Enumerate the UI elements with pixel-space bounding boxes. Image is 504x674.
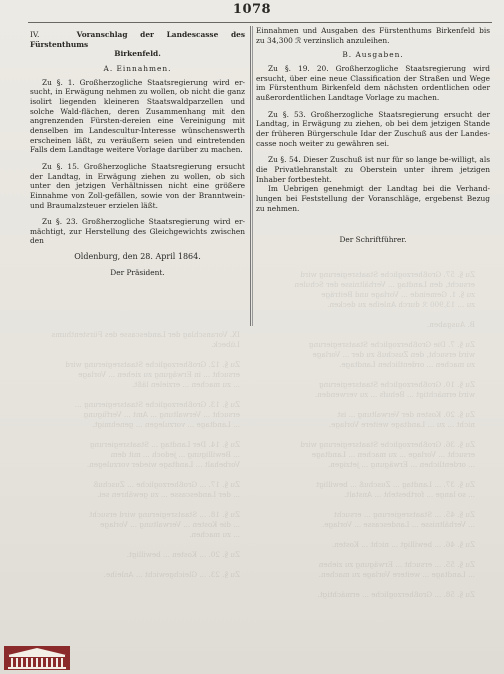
column-divider-inner <box>252 26 253 326</box>
paragraph-zu-19-20: Zu §. 19. 20. Großherzogliche Staatsregierung wird ersucht, über eine neue Classification der Straßen und Wege im Fürstenthum Birkenfeld dem nächsten ordentlichen oder außerordentlichen Landtage Vorlage zu machen. <box>256 63 490 102</box>
paragraph-closing: Im Uebrigen genehmigt der Landtag bei die Verhand-lungen bei Feststellung der Voranschläge, ergebenst Bezug zu nehmen. <box>256 184 490 213</box>
left-column <box>30 26 245 277</box>
date-line: Oldenburg, den 28. April 1864. <box>74 252 201 262</box>
column-divider <box>250 26 251 326</box>
right-column <box>256 26 490 245</box>
paragraph-continuation: Einnahmen und Ausgaben des Fürstenthums Birkenfeld bis zu 34,300 ℛ verzinslich anzuleihen. <box>256 26 490 45</box>
paragraph-zu-23: Zu §. 23. Großherzogliche Staatsregierung wird er-mächtigt, zur Herstellung des Gleichgewichts zwischen den <box>30 217 245 246</box>
page-number: 1078 <box>232 2 272 17</box>
heading-roman: IV. <box>30 30 40 39</box>
bleed-through-text-lower: Zu §. 36. Großherzogliche Staatsregierung wird ersucht ... Vorlage ... zu machen ... Landtage ... ordentlichen ... Erwägung ... jetzigen. Zu §. 37. ... Landtag ... Zuschuß ... bewilligt ... so lange ... fortbesteht ... Anstalt. Zu §. 45. ... Staatsregierung ... ersucht ... Verhältnisse ... Landescasse ... Vorlage. Zu §. 46. ... bewilligt ... nicht ... Kosten. Zu §. 55. ... ersucht ... Erwägung zu ziehen ... Landtage ... weitere Vorlage zu machen. Zu §. 58. ... Großherzogliche ... ermächtigt. <box>300 440 475 599</box>
paragraph-zu-15: Zu §. 15. Großherzogliche Staatsregierung ersucht der Landtag, in Erwägung ziehen zu wollen, ob sich unter den jetzigen Verhältnissen nicht eine größere Einnahme von Zoll-gefällen, sowie von der Branntwein- und Braumalzsteuer erzielen läßt. <box>30 161 245 210</box>
heading-title-line1: Voranschlag der Landescasse des Fürstenthums <box>30 30 245 49</box>
header-rule <box>28 22 492 23</box>
bleed-through-text-left: IX. Voranschlag der Landescasse des Fürstenthums Lübeck. Zu §. 12. Großherzogliche Staatsregierung wird ersucht ... in Erwägung zu ziehen ... Vorlage ... zu machen ... erzielen läßt. Zu §. 13. Großherzogliche Staatsregierung ... ersucht ... Verwaltung ... Amt ... Verfügung ... Landtage ... vorzulegen ... genehmigt. Zu §. 14. Der Landtag ... Staatsregierung ... Bewilligung ... jedoch ... mit dem Vorbehalt ... Landtage wieder vorzulegen. Zu §. 17. ... Großherzogliche ... Zuschuß ... der Landescasse ... zu gewähren sei. Zu §. 18. ... Staatsregierung wird ersucht ... die Kosten ... Verwaltung ... Vorlage ... zu machen. Zu §. 20. ... Kosten ... bewilligt. Zu §. 23. ... Gleichgewicht ... Anleihe. <box>51 330 240 579</box>
heading-title-line2: Birkenfeld. <box>114 49 161 59</box>
paragraph-zu-1: Zu §. 1. Großherzogliche Staatsregierung wird er-sucht, in Erwägung nehmen zu wollen, ob nicht die ganz isolirt liegenden kleineren Staatswaldparzellen und solche Wald-flächen, deren Zusammenhang mit den angrenzenden Fürsten-dereien eine Vereinigung mit denselben im Landescultur-Interesse wünschenswerth erscheinen läßt, zu veräußern seien und eintretenden Falls dem Landtage weitere Vorlage darüber zu machen. <box>30 77 245 155</box>
paragraph-zu-54: Zu §. 54. Dieser Zuschuß ist nur für so lange be-willigt, als die Privatlehranstalt zu Oberstein unter ihrem jetzigen Inhaber fortbesteht. <box>256 155 490 184</box>
section-a-title: A. Einnahmen. <box>103 63 172 73</box>
signature-president: Der Präsident. <box>110 267 165 277</box>
section-heading-iv <box>30 30 245 49</box>
paragraph-zu-53: Zu §. 53. Großherzogliche Staatsregierung ersucht der Landtag, in Erwägung zu ziehen, ob bei dem jetzigen Stande der früheren Bürgerschule Idar der Zuschuß aus der Landes-casse noch weiter zu gewähren sei. <box>256 109 490 148</box>
library-building-logo <box>4 646 70 670</box>
signature-secretary: Der Schriftführer. <box>339 235 407 245</box>
section-b-title: B. Ausgaben. <box>342 50 404 60</box>
bleed-through-text: Zu §. 57. Großherzogliche Staatsregierung wird ersucht, den Landtag ... Verhältnisse der Schulen zu §. 1. Gemeinde ... Vorlage und Beiträge zu ... 13,900 ℛ durch Anleihe zu decken. B. Ausgaben. Zu §. 7. Die Großherzogliche Staatsregierung wird ersucht, den Zuschuß zu der ... Vorlage zu machen ... ordentlichen Landtage. Zu §. 10. Großherzogliche Staatsregierung wird ermächtigt ... Behufs ... zu verwenden. Zu §. 20. Kosten der Verwaltung ... ist nicht ... zu ... Landtage weitere Vorlage. <box>294 270 475 429</box>
